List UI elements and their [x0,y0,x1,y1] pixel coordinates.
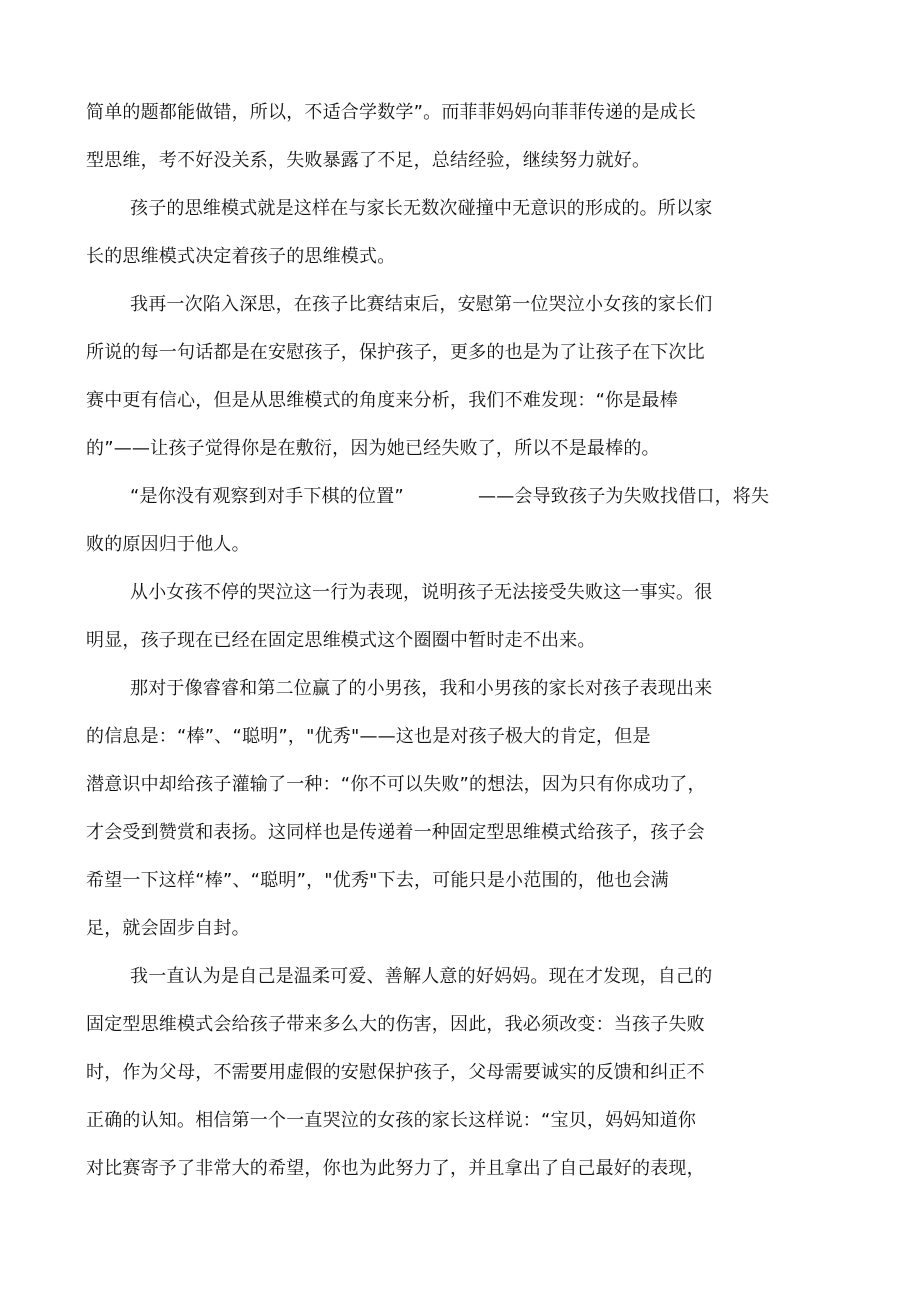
text-line: 的信息是：“棒”、“聪明”，"优秀"——这也是对孩子极大的肯定，但是 [86,726,651,747]
text-line: 长的思维模式决定着孩子的思维模式。 [86,246,396,267]
text-line: 那对于像睿睿和第二位赢了的小男孩，我和小男孩的家长对孩子表现出来 [130,678,713,699]
text-line: 赛中更有信心，但是从思维模式的角度来分析，我们不难发现：“你是最棒 [86,390,678,411]
text-line: 潜意识中却给孩子灌输了一种：“你不可以失败”的想法，因为只有你成功了， [86,774,706,795]
text-line: 我一直认为是自己是温柔可爱、善解人意的好妈妈。现在才发现，自己的 [130,966,713,987]
text-line: 型思维，考不好没关系，失败暴露了不足，总结经验，继续努力就好。 [86,150,651,171]
text-line: 才会受到赞赏和表扬。这同样也是传递着一种固定型思维模式给孩子，孩子会 [86,822,705,843]
text-line: “是你没有观察到对手下棋的位置” [130,486,404,507]
text-line: 正确的认知。相信第一个一直哭泣的女孩的家长这样说：“宝贝，妈妈知道你 [86,1110,697,1131]
text-line: ——会导致孩子为失败找借口，将失 [478,486,770,507]
text-line: 对比赛寄予了非常大的希望，你也为此努力了，并且拿出了自己最好的表现， [86,1158,705,1179]
text-line: 从小女孩不停的哭泣这一行为表现，说明孩子无法接受失败这一事实。很 [130,582,713,603]
text-line: 简单的题都能做错，所以，不适合学数学”。而菲菲妈妈向菲菲传递的是成长 [86,102,697,123]
text-line: 孩子的思维模式就是这样在与家长无数次碰撞中无意识的形成的。所以家 [130,198,713,219]
text-line: 的”——让孩子觉得你是在敷衍，因为她已经失败了，所以不是最棒的。 [86,438,660,459]
text-line: 所说的每一句话都是在安慰孩子，保护孩子，更多的也是为了让孩子在下次比 [86,342,705,363]
text-line: 明显，孩子现在已经在固定思维模式这个圈圈中暂时走不出来。 [86,630,596,651]
text-line: 希望一下这样“棒”、“聪明”，"优秀"下去，可能只是小范围的，他也会满 [86,870,669,891]
text-line: 败的原因归于他人。 [86,534,250,555]
text-line: 固定型思维模式会给孩子带来多么大的伤害，因此，我必须改变：当孩子失败 [86,1014,705,1035]
text-line: 我再一次陷入深思，在孩子比赛结束后，安慰第一位哭泣小女孩的家长们 [130,294,713,315]
text-line: 时，作为父母，不需要用虚假的安慰保护孩子，父母需要诚实的反馈和纠正不 [86,1062,705,1083]
text-line: 足，就会固步自封。 [86,918,250,939]
